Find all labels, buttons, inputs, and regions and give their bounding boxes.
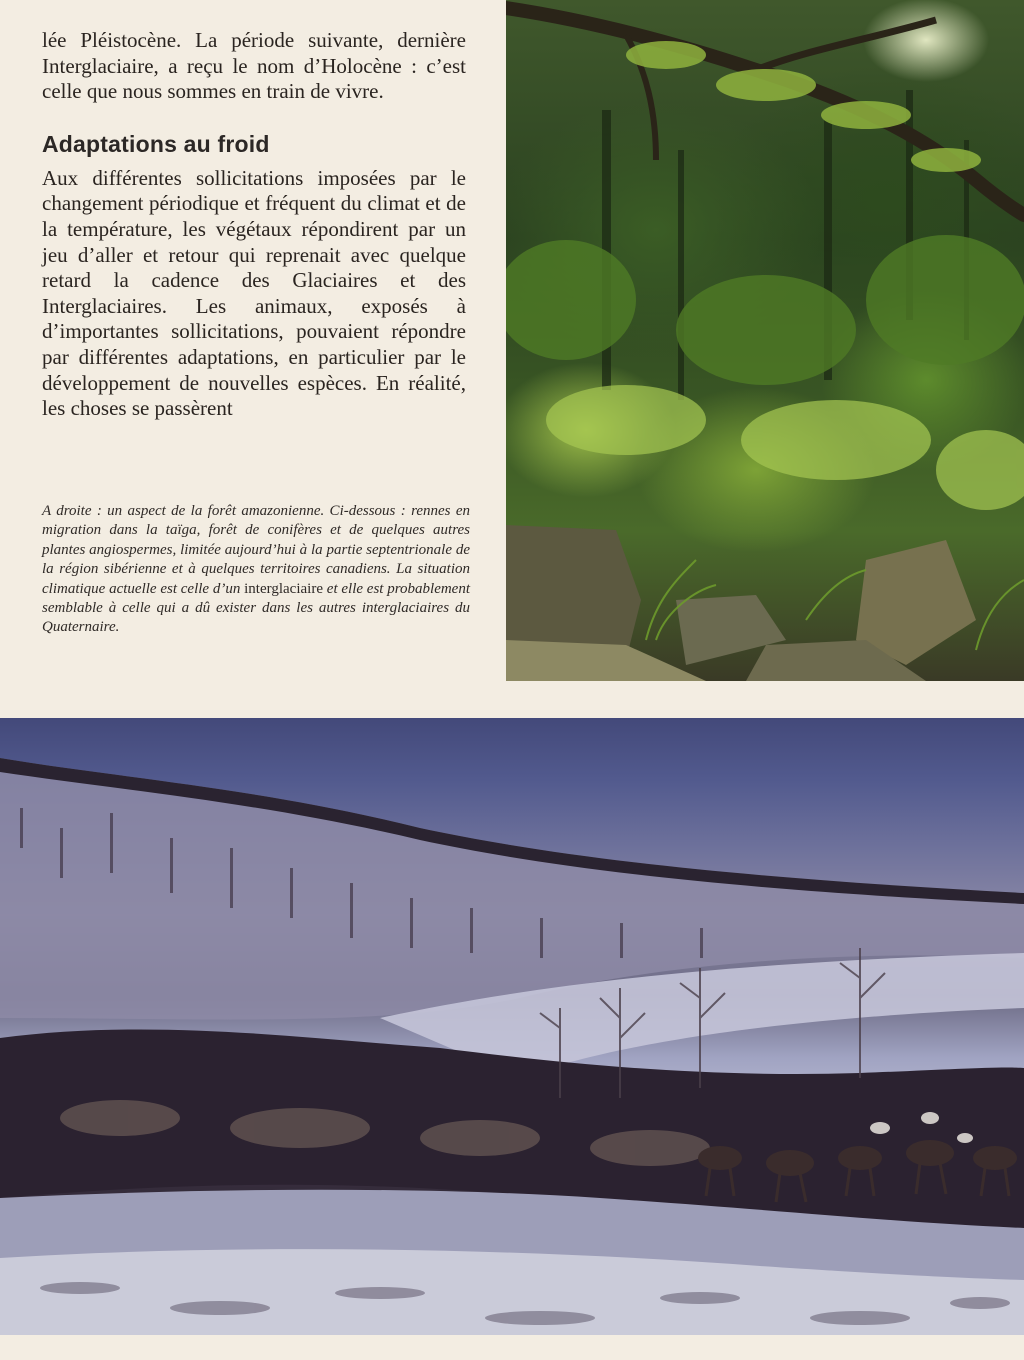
caption-text-2: et elle est probablement semblable à celle qui a dû exister dans les autres interglaciaires du Quaternaire. [42, 580, 471, 636]
forest-photo [506, 0, 1024, 681]
reindeer-photo [0, 718, 1024, 1335]
intro-paragraph: lée Pléistocène. La période suivante, dernière Interglaciaire, a reçu le nom d’Holocène : c’est celle que nous sommes en train de vivre. [42, 28, 466, 104]
caption-text-1: A droite : un aspect de la forêt amazonienne. Ci-dessous : rennes en migration dans la taïga, forêt de conifères et de quelques autres plantes angiospermes, limitée aujourd’hui à la partie septentrionale de la région sibérienne et à quelques territoires canadiens. La situation climatique actuelle est celle d’un [42, 503, 470, 597]
body-paragraph: Aux différentes sollicitations imposées par le changement périodique et fréquent du climat et de la température, les végétaux répondirent par un jeu d’aller et retour qui reprenait avec quelque retard la cadence des Glaciaires et des Interglaciaires. Les animaux, exposés à d’importantes sollicitations, pouvaient répondre par différentes adaptations, en particulier par le développement de nouvelles espèces. En réalité, les choses se passèrent [42, 165, 466, 421]
photo-caption [42, 502, 470, 638]
section-heading: Adaptations au froid [42, 130, 270, 157]
forest-illustration [506, 0, 1024, 681]
taiga-illustration [0, 718, 1024, 1335]
caption-upright-word: interglaciaire [244, 580, 323, 597]
text-column [42, 28, 466, 422]
